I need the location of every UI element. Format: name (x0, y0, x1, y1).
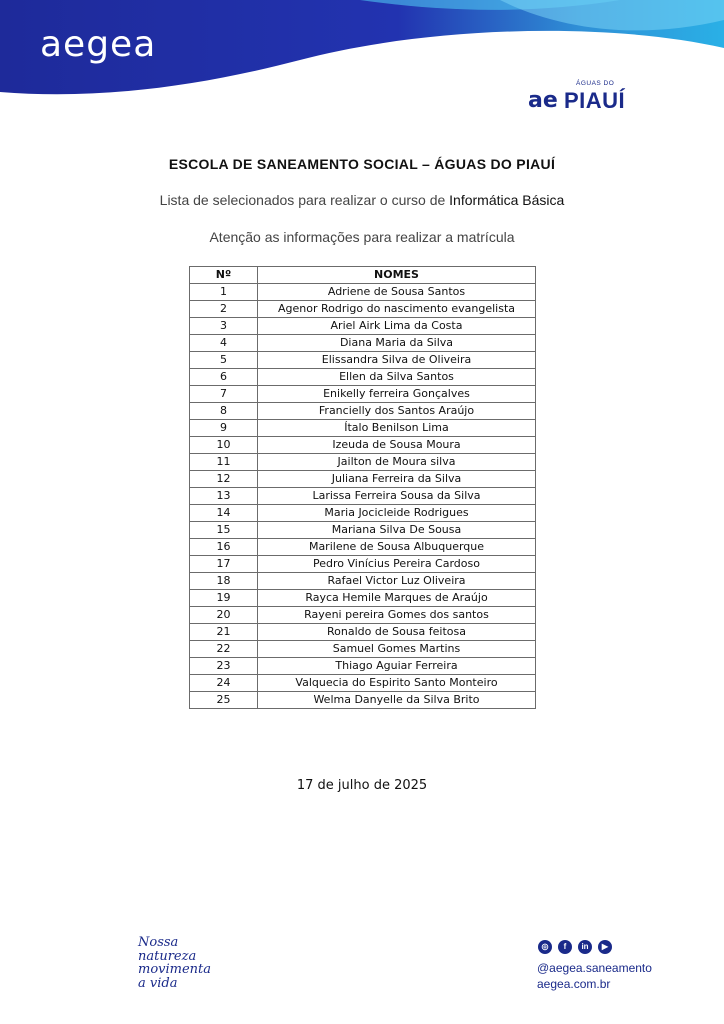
student-name: Mariana Silva De Sousa (258, 522, 536, 539)
table-row (190, 352, 536, 369)
row-number: 16 (190, 539, 258, 556)
social-icons (538, 940, 612, 954)
row-number: 14 (190, 505, 258, 522)
row-number: 11 (190, 454, 258, 471)
row-number: 24 (190, 675, 258, 692)
table-row (190, 386, 536, 403)
row-number: 3 (190, 318, 258, 335)
student-name: Jailton de Moura silva (258, 454, 536, 471)
table-row (190, 369, 536, 386)
table-row (190, 454, 536, 471)
row-number: 21 (190, 624, 258, 641)
slogan-line: natureza (138, 948, 197, 964)
student-name: Rayeni pereira Gomes dos santos (258, 607, 536, 624)
student-name: Rafael Victor Luz Oliveira (258, 573, 536, 590)
slogan-line: Nossa (138, 935, 179, 950)
table-row (190, 590, 536, 607)
slogan-line: movimenta (138, 962, 212, 977)
social-handle[interactable]: @aegea.saneamento (537, 961, 652, 975)
table-row (190, 420, 536, 437)
table-row (190, 692, 536, 709)
student-name: Pedro Vinícius Pereira Cardoso (258, 556, 536, 573)
row-number: 4 (190, 335, 258, 352)
row-number: 22 (190, 641, 258, 658)
table-row (190, 471, 536, 488)
table-row (190, 556, 536, 573)
student-name: Rayca Hemile Marques de Araújo (258, 590, 536, 607)
website-link[interactable]: aegea.com.br (537, 977, 611, 991)
table-row (190, 539, 536, 556)
page-title: ESCOLA DE SANEAMENTO SOCIAL – ÁGUAS DO PIAUÍ (168, 156, 556, 172)
row-number: 15 (190, 522, 258, 539)
student-name: Marilene de Sousa Albuquerque (258, 539, 536, 556)
row-number: 6 (190, 369, 258, 386)
table-row (190, 607, 536, 624)
subtitle-prefix: Lista de selecionados para realizar o curso de (159, 192, 446, 208)
table-row (190, 403, 536, 420)
table-row (190, 624, 536, 641)
table-row (190, 522, 536, 539)
footer-slogan (138, 936, 211, 990)
table-row (190, 301, 536, 318)
table-row (190, 675, 536, 692)
row-number: 10 (190, 437, 258, 454)
student-name: Adriene de Sousa Santos (258, 284, 536, 301)
course-name: Informática Básica (449, 192, 565, 208)
piaui-label: PIAUÍ (564, 88, 626, 113)
row-number: 8 (190, 403, 258, 420)
column-header-names: NOMES (258, 267, 536, 284)
row-number: 9 (190, 420, 258, 437)
column-header-number: Nº (190, 267, 258, 284)
table-row (190, 318, 536, 335)
aguas-do-label: ÁGUAS DO (576, 80, 615, 87)
selected-students-table (189, 266, 536, 709)
student-name: Agenor Rodrigo do nascimento evangelista (258, 301, 536, 318)
row-number: 17 (190, 556, 258, 573)
row-number: 2 (190, 301, 258, 318)
row-number: 25 (190, 692, 258, 709)
table-row (190, 488, 536, 505)
row-number: 18 (190, 573, 258, 590)
student-name: Welma Danyelle da Silva Brito (258, 692, 536, 709)
student-name: Ítalo Benilson Lima (258, 420, 536, 437)
table-row (190, 505, 536, 522)
aegea-logo: aegea (40, 24, 157, 65)
row-number: 5 (190, 352, 258, 369)
row-number: 19 (190, 590, 258, 607)
row-number: 7 (190, 386, 258, 403)
document-date: 17 de julho de 2025 (296, 778, 428, 793)
student-name: Juliana Ferreira da Silva (258, 471, 536, 488)
student-name: Ellen da Silva Santos (258, 369, 536, 386)
table-header-row (190, 267, 536, 284)
table-row (190, 658, 536, 675)
table-row (190, 641, 536, 658)
table-row (190, 573, 536, 590)
linkedin-icon[interactable]: in (578, 940, 592, 954)
ae-mark: ae (528, 88, 558, 113)
aguas-do-piaui-logo (528, 80, 648, 120)
student-name: Enikelly ferreira Gonçalves (258, 386, 536, 403)
row-number: 23 (190, 658, 258, 675)
student-name: Maria Jocicleide Rodrigues (258, 505, 536, 522)
enrollment-notice: Atenção as informações para realizar a matrícula (209, 229, 515, 245)
student-name: Ariel Airk Lima da Costa (258, 318, 536, 335)
page-subtitle (0, 192, 724, 208)
instagram-icon[interactable]: ◎ (538, 940, 552, 954)
student-name: Izeuda de Sousa Moura (258, 437, 536, 454)
youtube-icon[interactable]: ▶ (598, 940, 612, 954)
row-number: 1 (190, 284, 258, 301)
table-row (190, 335, 536, 352)
table-row (190, 284, 536, 301)
facebook-icon[interactable]: f (558, 940, 572, 954)
row-number: 13 (190, 488, 258, 505)
student-name: Elissandra Silva de Oliveira (258, 352, 536, 369)
row-number: 20 (190, 607, 258, 624)
slogan-line: a vida (138, 975, 178, 991)
student-name: Ronaldo de Sousa feitosa (258, 624, 536, 641)
student-name: Diana Maria da Silva (258, 335, 536, 352)
student-name: Francielly dos Santos Araújo (258, 403, 536, 420)
student-name: Samuel Gomes Martins (258, 641, 536, 658)
student-name: Thiago Aguiar Ferreira (258, 658, 536, 675)
row-number: 12 (190, 471, 258, 488)
student-name: Valquecia do Espirito Santo Monteiro (258, 675, 536, 692)
student-name: Larissa Ferreira Sousa da Silva (258, 488, 536, 505)
table-row (190, 437, 536, 454)
